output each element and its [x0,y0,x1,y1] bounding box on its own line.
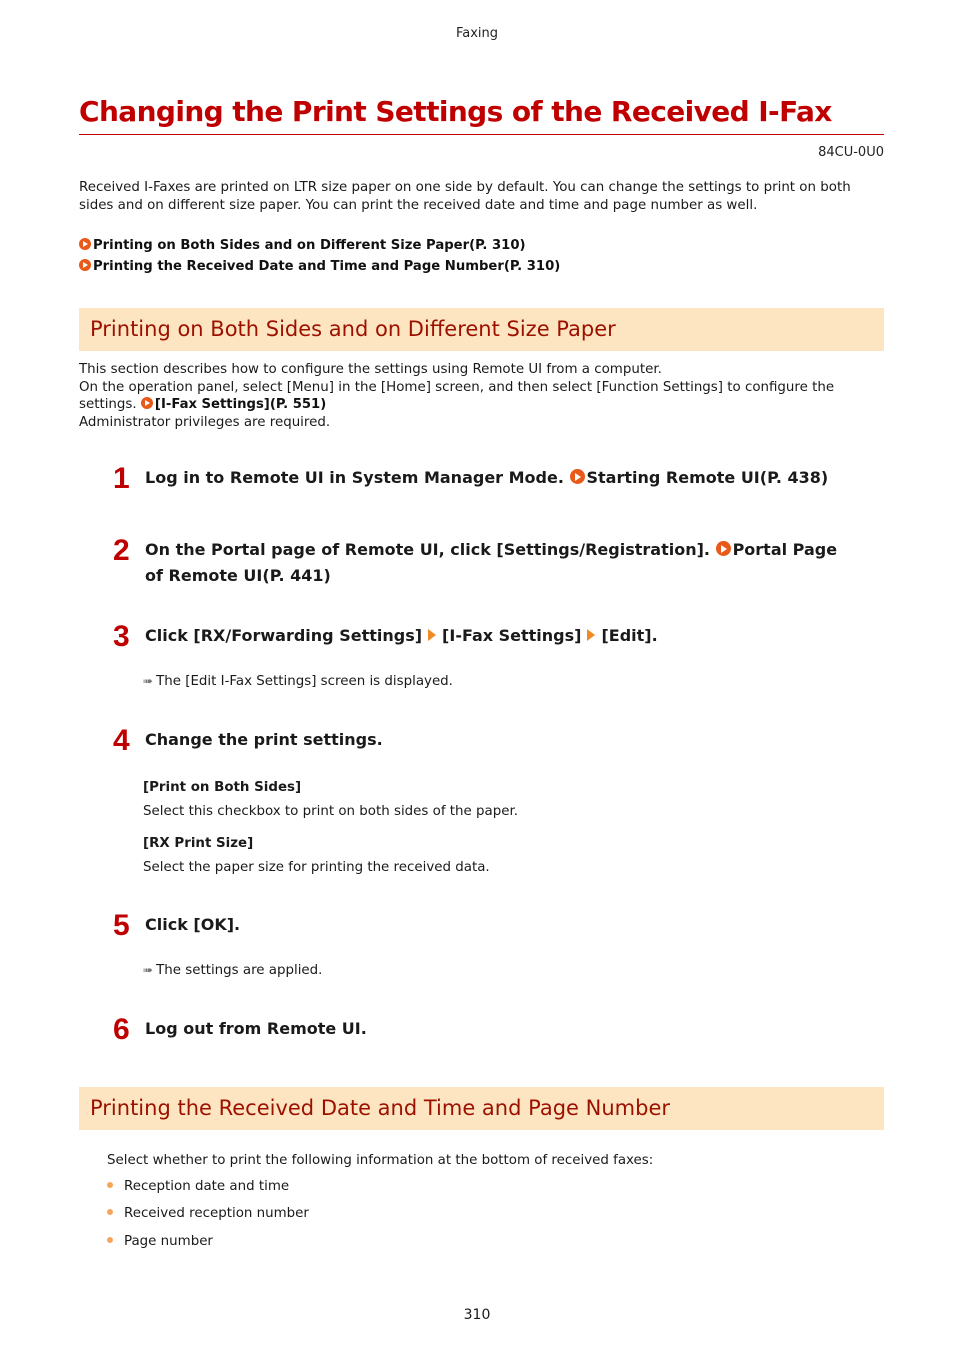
result-arrow-icon: ➠ [143,674,154,688]
page-number: 310 [463,1307,491,1323]
section-heading-both-sides: Printing on Both Sides and on Different Size Paper [79,308,884,351]
link-portal-page[interactable]: Portal Page of Remote UI(P. 441) [145,540,838,585]
step-3-text: Click [RX/Forwarding Settings] [I-Fax Settings] [Edit]. [145,626,658,645]
step-5-text: Click [OK]. [145,915,241,934]
section1-line1: This section describes how to configure the settings using Remote UI from a computer. [79,362,662,377]
link-label: Printing the Received Date and Time and Page Number(P. 310) [93,259,561,274]
intro-text: Received I-Faxes are printed on LTR size paper on one side by default. You can change the settings to print on both sides and on different size paper. You can print the received date and time and page number as well. [79,180,851,213]
step-number: 3 [113,620,130,653]
link-arrow-icon [716,541,731,556]
link-date-time[interactable] [79,255,560,274]
section1-description [79,361,884,431]
step-number: 5 [113,909,130,942]
link-label: Printing on Both Sides and on Different Size Paper(P. 310) [93,238,526,253]
section1-line3: Administrator privileges are required. [79,414,331,430]
section1-line2: On the operation panel, select [Menu] in the [Home] screen, and then select [Function Settings] to configure the settings. [I-Fax Settings](P. 551) [79,379,835,412]
option-description: Select the paper size for printing the received data. [143,860,490,875]
step-4-text: Change the print settings. [145,730,383,749]
link-arrow-icon [570,469,585,484]
step-2-text: On the Portal page of Remote UI, click [Settings/Registration]. Portal Page of Remote UI(P. 441) [145,540,838,585]
list-item: Page number [107,1234,213,1249]
link-both-sides[interactable] [79,234,526,253]
link-arrow-icon [79,259,91,271]
step-6-text: Log out from Remote UI. [145,1019,367,1038]
section-heading-date-time: Printing the Received Date and Time and Page Number [79,1087,884,1130]
option-name: [Print on Both Sides] [143,780,302,795]
link-arrow-icon [79,238,91,250]
page-header: Faxing [455,26,499,41]
result-arrow-icon: ➠ [143,963,154,977]
list-item: Reception date and time [107,1179,289,1194]
option-description: Select this checkbox to print on both sides of the paper. [143,804,519,819]
step-5-result: ➠ The settings are applied. [143,963,323,978]
link-i-fax-settings[interactable]: [I-Fax Settings](P. 551) [141,397,326,412]
option-name: [RX Print Size] [143,836,254,851]
arrow-right-icon [428,629,436,641]
link-arrow-icon [141,397,153,409]
list-item: Received reception number [107,1206,309,1221]
step-number: 2 [113,534,130,567]
bullet-icon [107,1209,113,1215]
step-3-result: ➠ The [Edit I-Fax Settings] screen is displayed. [143,674,453,689]
step-number: 6 [113,1013,130,1046]
section2-intro: Select whether to print the following information at the bottom of received faxes: [107,1153,654,1168]
page-title: Changing the Print Settings of the Received I-Fax [79,93,884,135]
step-number: 4 [113,724,130,757]
arrow-right-icon [587,629,595,641]
document-id: 84CU-0U0 [818,145,884,160]
bullet-icon [107,1182,113,1188]
link-starting-remote-ui[interactable]: Starting Remote UI(P. 438) [570,468,829,487]
bullet-icon [107,1237,113,1243]
step-number: 1 [113,462,130,495]
step-1-text: Log in to Remote UI in System Manager Mode. Starting Remote UI(P. 438) [145,468,829,487]
